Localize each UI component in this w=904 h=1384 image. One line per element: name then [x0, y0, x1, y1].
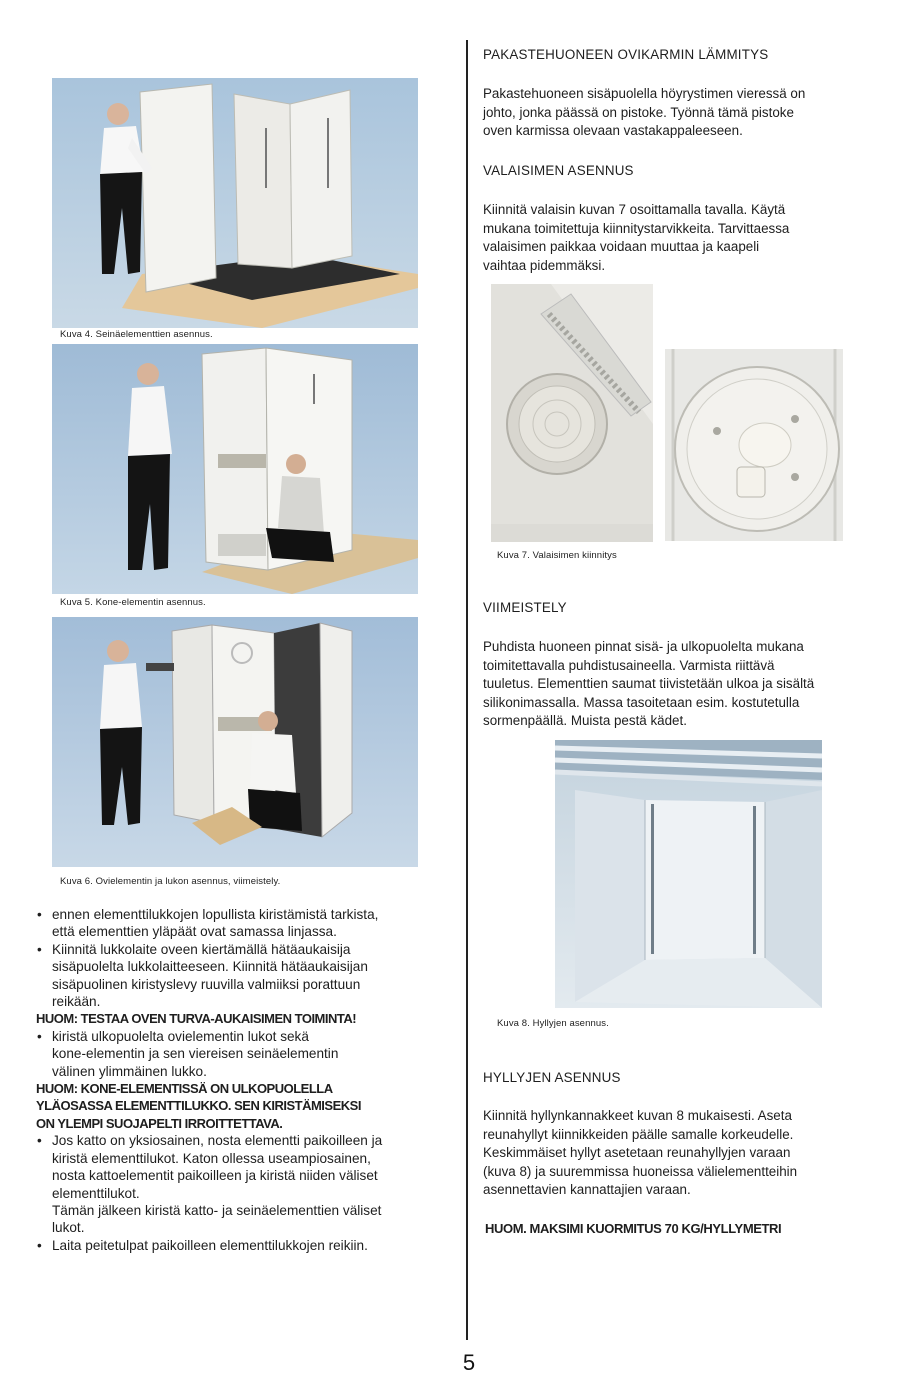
warning-text: HUOM: KONE-ELEMENTISSÄ ON ULKOPUOLELLA YLÄOSASSA ELEMENTTILUKKO. SEN KIRISTÄMISEKSI ON YLEMPI SUOJAPELTI IRROITTETTAVA. [36, 1081, 361, 1131]
paragraph-finishing: Puhdista huoneen pinnat sisä- ja ulkopuolelta mukana toimitettavalla puhdistusaineella. Varmista riittävä tuuletus. Elementtien saumat tiivistetään ulkoa ja sisältä silikonimassalla. Massa tasoitetaan esim. kostutetulla sormenpäällä. Muista pestä kädet. [483, 639, 815, 729]
photo-lamp-mounted [491, 284, 653, 542]
list-item: • Kiinnitä lukkolaite oveen kiertämällä hätäaukaisija sisäpuolelta lukkolaitteeseen. Kiinnitä hätäaukaisijan sisäpuolinen kiristyslevy ruuvilla valmiiksi porattuun reikään. [37, 941, 368, 1010]
paragraph-lamp-installation: Kiinnitä valaisin kuvan 7 osoittamalla tavalla. Käytä mukana toimitettuja kiinnitystarvikkeita. Tarvittaessa valaisimen paikkaa voidaan muuttaa ja kaapeli vaihtaa pidemmäksi. [483, 202, 790, 273]
paragraph-door-frame-heating: Pakastehuoneen sisäpuolella höyrystimen vieressä on johto, jonka päässä on pistoke. Työnnä tämä pistoke oven karmissa olevaan vastakappaleeseen. [483, 86, 806, 139]
photo-door-element-installation [52, 617, 418, 867]
photo-shelf-installation [555, 740, 822, 1008]
heading-lamp-installation: VALAISIMEN ASENNUS [483, 163, 634, 178]
caption-kuva-8: Kuva 8. Hyllyjen asennus. [497, 1018, 609, 1029]
heading-finishing: VIIMEISTELY [483, 600, 567, 615]
photo-lamp-opened [665, 349, 843, 541]
caption-kuva-5: Kuva 5. Kone-elementin asennus. [60, 597, 206, 608]
heading-door-frame-heating: PAKASTEHUONEEN OVIKARMIN LÄMMITYS [483, 47, 769, 62]
photo-machine-element-installation [52, 344, 418, 594]
heading-shelf-installation: HYLLYJEN ASENNUS [483, 1070, 621, 1085]
list-item: • Jos katto on yksiosainen, nosta elementti paikoilleen ja kiristä elementtilukot. Katon ollessa useampiosainen, nosta kattoelementit paikoilleen ja kiristä niiden väliset elementtilukot. Tämän jälkeen kiristä katto- ja seinäelementtien väliset lukot. [37, 1133, 383, 1236]
installation-instructions [36, 906, 458, 1254]
caption-kuva-4: Kuva 4. Seinäelementtien asennus. [60, 329, 213, 340]
caption-kuva-7: Kuva 7. Valaisimen kiinnitys [497, 550, 617, 561]
list-item: • ennen elementtilukkojen lopullista kiristämistä tarkista, että elementtien yläpäät ovat samassa linjassa. [37, 907, 379, 940]
column-divider [466, 40, 468, 1340]
photo-wall-element-installation [52, 78, 418, 328]
warning-text: HUOM: TESTAA OVEN TURVA-AUKAISIMEN TOIMINTA! [36, 1011, 357, 1027]
caption-kuva-6: Kuva 6. Ovielementin ja lukon asennus, viimeistely. [60, 876, 281, 887]
page-number: 5 [462, 1350, 476, 1375]
max-load-warning: HUOM. MAKSIMI KUORMITUS 70 KG/HYLLYMETRI [485, 1221, 782, 1236]
list-item: • Laita peitetulpat paikoilleen elementtilukkojen reikiin. [37, 1237, 368, 1253]
list-item: • kiristä ulkopuolelta ovielementin lukot sekä kone-elementin ja sen viereisen seinäelementin välinen ylimmäinen lukko. [37, 1028, 339, 1079]
paragraph-shelf-installation: Kiinnitä hyllynkannakkeet kuvan 8 mukaisesti. Aseta reunahyllyt kiinnikkeiden päälle samalle korkeudelle. Keskimmäiset hyllyt asetetaan reunahyllyjen varaan (kuva 8) ja suuremmissa huoneissa välielementteihin asennettavien kannattajien varaan. [483, 1108, 798, 1198]
